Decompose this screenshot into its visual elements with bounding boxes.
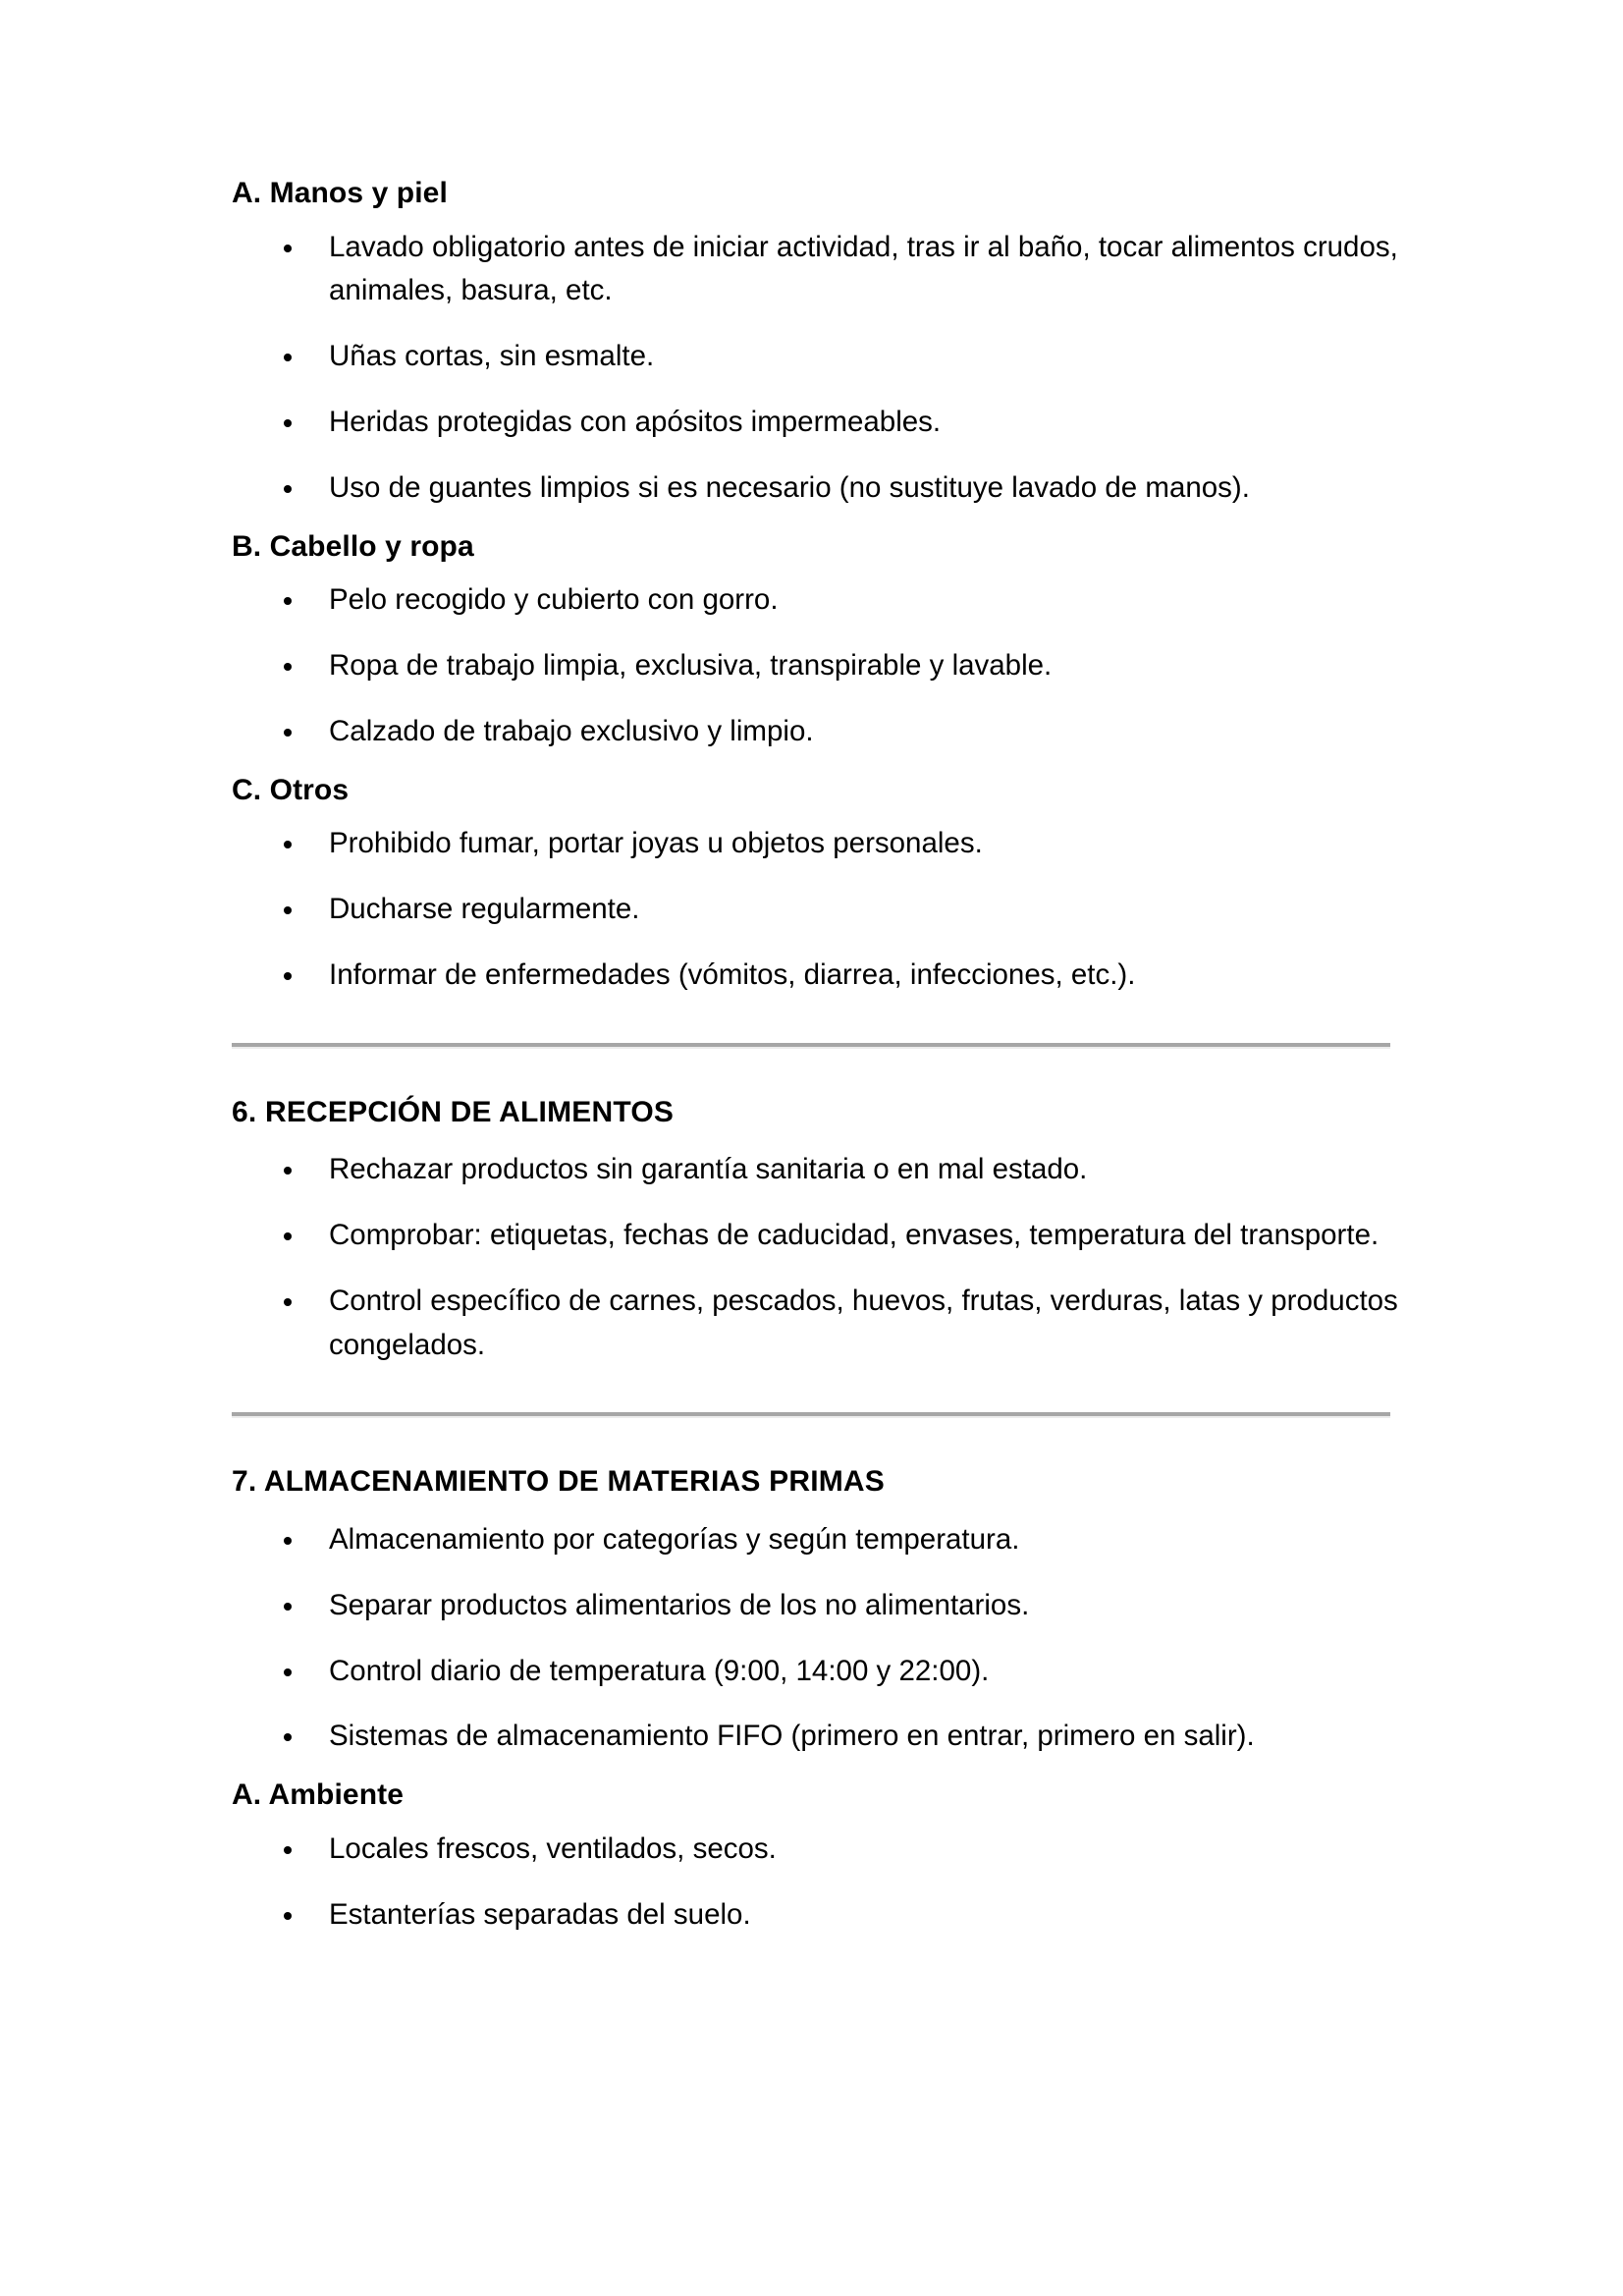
section-cabello-y-ropa [232, 528, 1400, 754]
bullet-list [232, 1148, 1400, 1367]
bullet-list [232, 1828, 1400, 1938]
document-content [232, 175, 1400, 1954]
list-item: Prohibido fumar, portar joyas u objetos personales. [232, 822, 1400, 866]
section-heading: 7. ALMACENAMIENTO DE MATERIAS PRIMAS [232, 1465, 886, 1499]
list-item: Uñas cortas, sin esmalte. [232, 335, 1400, 379]
list-item: Control diario de temperatura (9:00, 14:00 y 22:00). [232, 1650, 1400, 1694]
section-heading: B. Cabello y ropa [232, 529, 474, 563]
bullet-list [232, 578, 1400, 753]
section-heading: A. Ambiente [232, 1778, 405, 1812]
list-item: Almacenamiento por categorías y según temperatura. [232, 1518, 1400, 1562]
section-heading: A. Manos y piel [232, 177, 448, 209]
list-item: Comprobar: etiquetas, fechas de caducidad, envases, temperatura del transporte. [232, 1214, 1400, 1258]
bullet-list [232, 822, 1400, 997]
section-otros [232, 772, 1400, 998]
list-item: Sistemas de almacenamiento FIFO (primero en entrar, primero en salir). [232, 1715, 1400, 1759]
bullet-list [232, 226, 1400, 511]
section-heading: C. Otros [232, 773, 350, 806]
section-ambiente [232, 1777, 1400, 1937]
list-item: Separar productos alimentarios de los no alimentarios. [232, 1584, 1400, 1628]
list-item: Informar de enfermedades (vómitos, diarrea, infecciones, etc.). [232, 954, 1400, 998]
section-manos-y-piel [232, 175, 1400, 511]
list-item: Locales frescos, ventilados, secos. [232, 1828, 1400, 1872]
section-divider [232, 1412, 1390, 1418]
section-heading: 6. RECEPCIÓN DE ALIMENTOS [232, 1095, 675, 1128]
section-divider [232, 1043, 1390, 1049]
list-item: Pelo recogido y cubierto con gorro. [232, 578, 1400, 623]
list-item: Ducharse regularmente. [232, 888, 1400, 932]
list-item: Calzado de trabajo exclusivo y limpio. [232, 710, 1400, 754]
list-item: Ropa de trabajo limpia, exclusiva, transpirable y lavable. [232, 644, 1400, 688]
list-item: Estanterías separadas del suelo. [232, 1893, 1400, 1938]
list-item: Heridas protegidas con apósitos impermeables. [232, 401, 1400, 445]
list-item: Uso de guantes limpios si es necesario (no sustituye lavado de manos). [232, 466, 1400, 511]
list-item: Control específico de carnes, pescados, huevos, frutas, verduras, latas y productos congelados. [232, 1280, 1400, 1368]
section-recepcion-de-alimentos [232, 1094, 1400, 1368]
bullet-list [232, 1518, 1400, 1759]
list-item: Lavado obligatorio antes de iniciar actividad, tras ir al baño, tocar alimentos crudos, animales, basura, etc. [232, 226, 1400, 314]
section-almacenamiento-de-materias-primas [232, 1463, 1400, 1759]
list-item: Rechazar productos sin garantía sanitaria o en mal estado. [232, 1148, 1400, 1192]
